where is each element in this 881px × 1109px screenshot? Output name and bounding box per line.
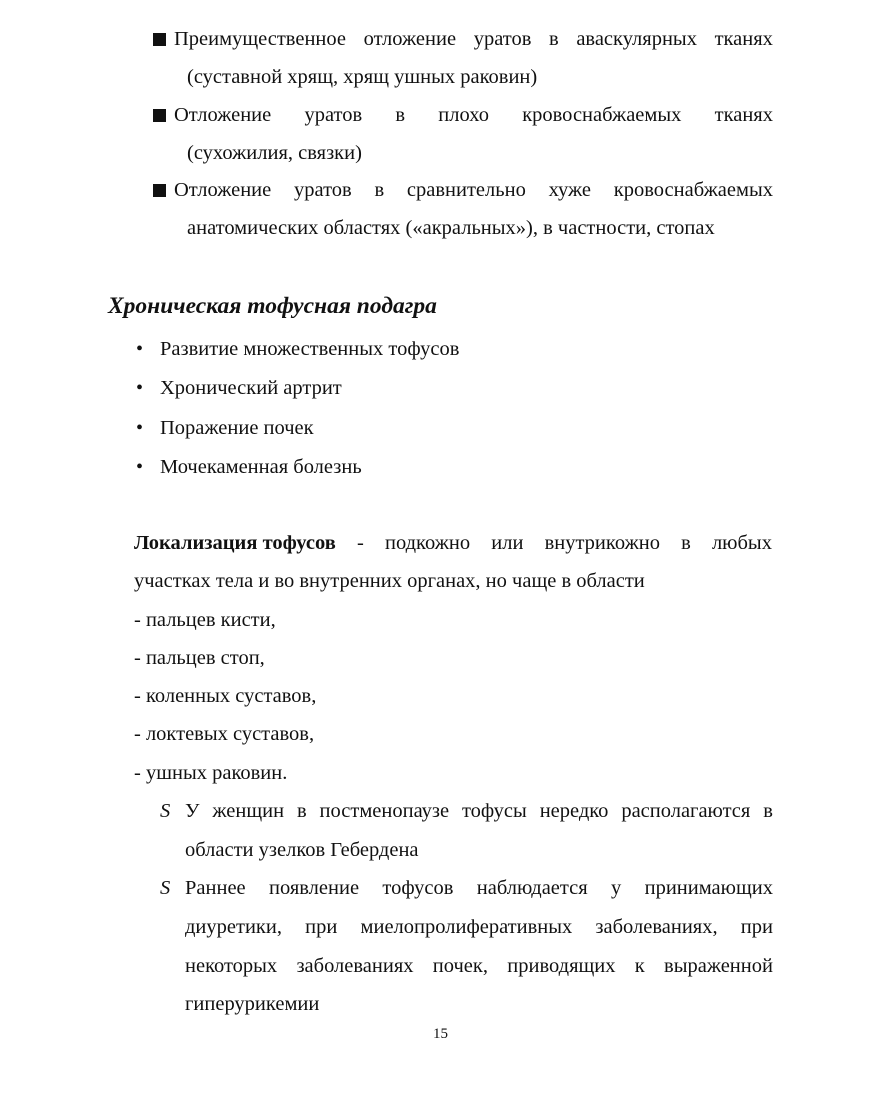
dash-item: - пальцев кисти, — [134, 609, 276, 631]
word: некоторых — [185, 955, 278, 977]
word: отложение — [363, 28, 457, 50]
word: женщин — [212, 800, 285, 822]
word: миелопролиферативных — [360, 916, 573, 938]
square-bullet-icon — [153, 33, 166, 46]
word: в — [374, 179, 385, 201]
word: принимающих — [644, 877, 773, 899]
word: при — [740, 916, 773, 938]
word: появление — [269, 877, 360, 899]
word: наблюдается — [476, 877, 588, 899]
bullet-icon: • — [136, 417, 144, 439]
page-number: 15 — [433, 1026, 448, 1042]
word: кровоснабжаемых — [613, 179, 773, 201]
list-item: Хронический артрит — [160, 377, 342, 399]
word: при — [305, 916, 338, 938]
word: кровоснабжаемых — [522, 104, 682, 126]
word: у — [610, 877, 622, 899]
word: Отложение — [174, 179, 272, 201]
bullet-icon: • — [136, 456, 144, 478]
square-bullet-icon — [153, 184, 166, 197]
word: хуже — [548, 179, 592, 201]
word: уратов — [294, 179, 352, 201]
word: в — [296, 800, 307, 822]
word: плохо — [438, 104, 489, 126]
word: внутрикожно — [544, 532, 660, 554]
bullet-icon: • — [136, 377, 144, 399]
list-line — [174, 27, 773, 51]
list-line — [174, 103, 773, 127]
dash-item: - коленных суставов, — [134, 685, 317, 707]
word: выраженной — [664, 955, 773, 977]
section-heading: Хроническая тофусная подагра — [108, 293, 437, 319]
word: тофусов — [382, 877, 454, 899]
word: тканях — [714, 104, 773, 126]
bullet-icon: • — [136, 338, 144, 360]
list-line: анатомических областях («акральных»), в частности, стопах — [187, 217, 715, 239]
word: к — [634, 955, 645, 977]
word: заболеваниях, — [595, 916, 718, 938]
word: заболеваниях — [296, 955, 414, 977]
list-line: (сухожилия, связки) — [187, 142, 362, 164]
note-line — [185, 954, 773, 978]
note-line: области узелков Гебердена — [185, 839, 419, 861]
note-line — [185, 876, 773, 900]
word: в — [549, 28, 559, 50]
word: Преимущественное — [174, 28, 346, 50]
word: тканях — [714, 28, 773, 50]
list-item: Мочекаменная болезнь — [160, 456, 362, 478]
localization-line-1 — [134, 531, 772, 555]
word: любых — [711, 532, 772, 554]
word: тофусы — [461, 800, 527, 822]
word: Раннее — [185, 877, 246, 899]
word: в — [763, 800, 773, 822]
note-line — [185, 799, 773, 823]
dash-item: - ушных раковин. — [134, 762, 288, 784]
word: или — [491, 532, 524, 554]
word: постменопаузе — [319, 800, 450, 822]
word: в — [681, 532, 691, 554]
square-bullet-icon — [153, 109, 166, 122]
localization-line-2: участках тела и во внутренних органах, но чаще в области — [134, 570, 645, 592]
word: - — [357, 532, 364, 554]
word: сравнительно — [406, 179, 526, 201]
word: располагаются — [621, 800, 751, 822]
word: У — [185, 800, 200, 822]
s-bullet-icon: S — [160, 800, 171, 822]
note-line: гиперурикемии — [185, 993, 320, 1015]
word: приводящих — [507, 955, 616, 977]
word: диуретики, — [185, 916, 282, 938]
word: нередко — [539, 800, 609, 822]
word: подкожно — [384, 532, 471, 554]
s-bullet-icon: S — [160, 877, 171, 899]
localization-term: Локализация тофусов — [134, 532, 336, 554]
list-item: Развитие множественных тофусов — [160, 338, 460, 360]
word: уратов — [304, 104, 363, 126]
word: Отложение — [174, 104, 272, 126]
list-item: Поражение почек — [160, 417, 314, 439]
dash-item: - пальцев стоп, — [134, 647, 265, 669]
word: уратов — [473, 28, 532, 50]
dash-item: - локтевых суставов, — [134, 723, 315, 745]
word: в — [395, 104, 406, 126]
note-line — [185, 915, 773, 939]
list-line — [174, 178, 773, 202]
list-line: (суставной хрящ, хрящ ушных раковин) — [187, 66, 538, 88]
word: аваскулярных — [576, 28, 697, 50]
word: почек, — [432, 955, 488, 977]
